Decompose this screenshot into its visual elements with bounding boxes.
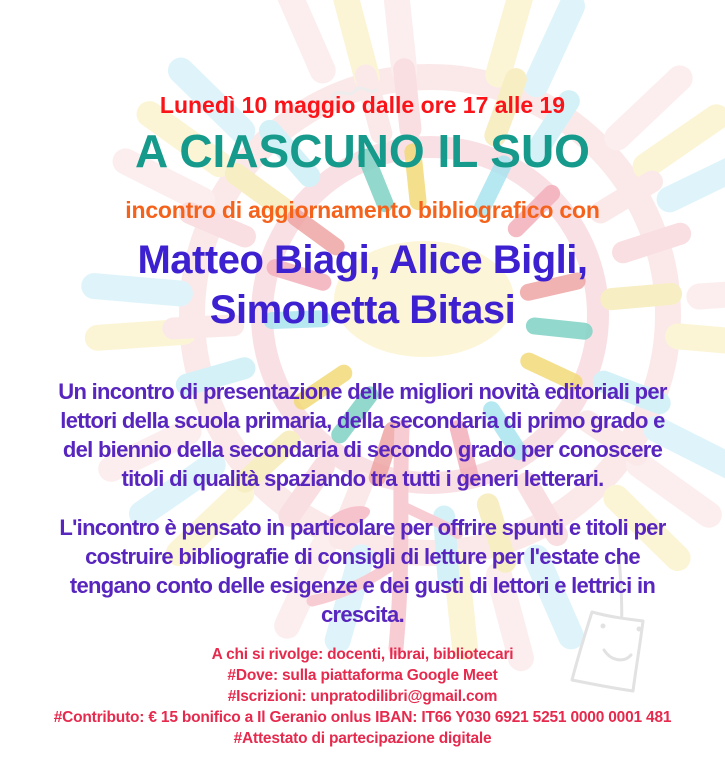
paragraph-1-line: titoli di qualità spaziando tra tutti i generi letterari. bbox=[121, 466, 604, 491]
footer-audience-line: A chi si rivolge: docenti, librai, bibliotecari bbox=[211, 646, 514, 663]
speaker-names bbox=[0, 235, 725, 335]
paragraph-2-line: crescita. bbox=[321, 602, 404, 627]
event-title: A CIASCUNO IL SUO bbox=[135, 125, 590, 177]
event-date: Lunedì 10 maggio dalle ore 17 alle 19 bbox=[159, 92, 566, 118]
footer-certificate-line: #Attestato di partecipazione digitale bbox=[233, 730, 492, 747]
description-paragraph-2 bbox=[0, 513, 725, 629]
paragraph-1-line: del biennio della secondaria di secondo grado per conoscere bbox=[62, 437, 663, 462]
paragraph-2-line: L'incontro è pensato in particolare per offrire spunti e titoli per bbox=[59, 515, 666, 540]
footer-contribution-iban-line: #Contributo: € 15 bonifico a Il Geranio onlus IBAN: IT66 Y030 6921 5251 0000 0001 481 bbox=[53, 709, 672, 726]
footer-location-line: #Dove: sulla piattaforma Google Meet bbox=[227, 667, 498, 684]
speaker-names-line-2: Simonetta Bitasi bbox=[209, 288, 516, 332]
description-paragraph-1 bbox=[0, 377, 725, 493]
footer-registration-email-line: #Iscrizioni: unpratodilibri@gmail.com bbox=[227, 688, 498, 705]
speaker-names-line-1: Matteo Biagi, Alice Bigli, bbox=[137, 238, 588, 282]
paragraph-2-line: tengano conto delle esigenze e dei gusti di lettori e lettrici in bbox=[69, 573, 656, 598]
paragraph-2-line: costruire bibliografie di consigli di letture per l'estate che bbox=[85, 544, 640, 569]
paragraph-1-line: Un incontro di presentazione delle migliori novità editoriali per bbox=[58, 379, 667, 404]
paragraph-1-line: lettori della scuola primaria, della secondaria di primo grado e bbox=[60, 408, 665, 433]
event-subtitle: incontro di aggiornamento bibliografico con bbox=[125, 197, 600, 223]
event-info-footer bbox=[0, 644, 725, 749]
